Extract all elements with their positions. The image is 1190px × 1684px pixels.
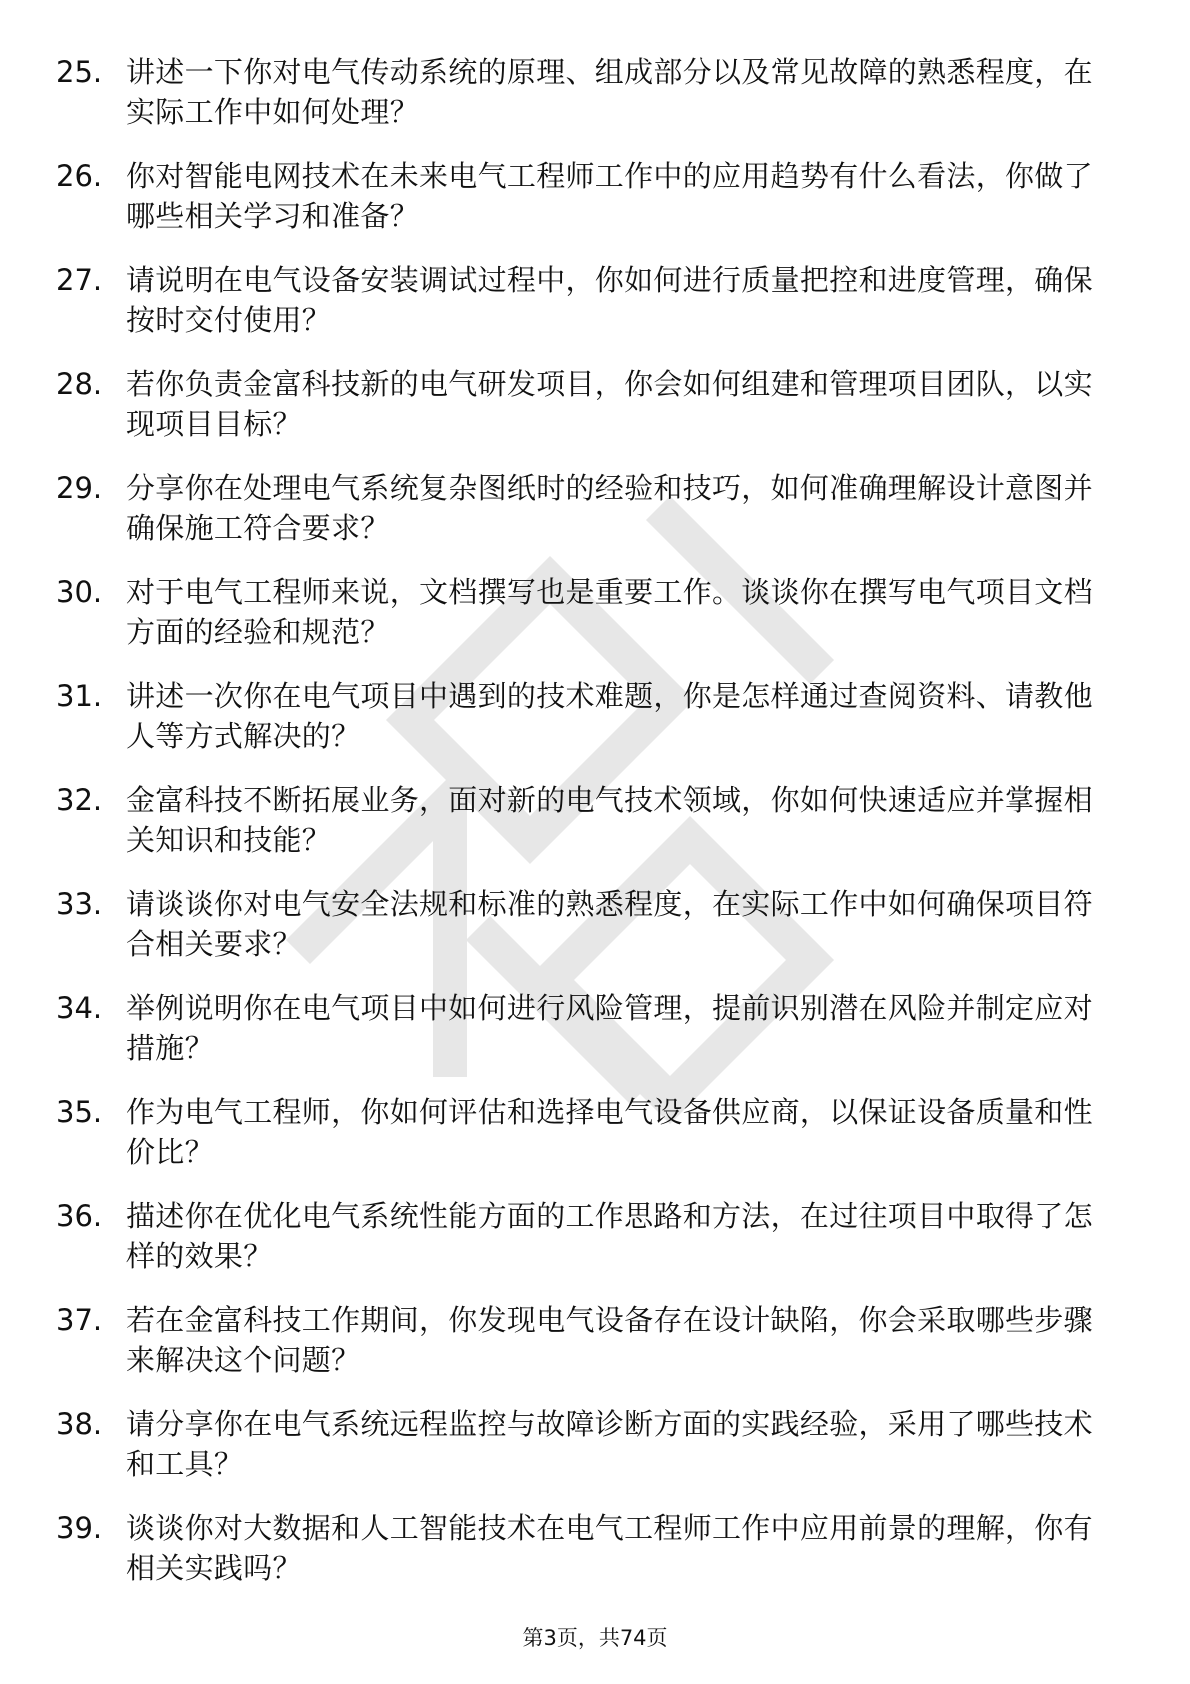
question-number: 36. (56, 1199, 103, 1233)
question-number: 34. (56, 991, 103, 1025)
question-item (0, 1404, 1190, 1508)
question-item (0, 884, 1190, 988)
question-list (0, 52, 1190, 1612)
question-text: 若在金富科技工作期间，你发现电气设备存在设计缺陷，你会采取哪些步骤来解决这个问题？ (126, 1303, 1093, 1377)
question-number: 35. (56, 1095, 103, 1129)
question-number: 25. (56, 55, 103, 89)
question-number: 39. (56, 1511, 103, 1545)
question-number: 37. (56, 1303, 103, 1337)
question-item (0, 52, 1190, 156)
question-text: 金富科技不断拓展业务，面对新的电气技术领域，你如何快速适应并掌握相关知识和技能？ (126, 783, 1093, 857)
question-item (0, 260, 1190, 364)
question-number: 26. (56, 159, 103, 193)
question-number: 27. (56, 263, 103, 297)
question-item (0, 1300, 1190, 1404)
question-item (0, 676, 1190, 780)
question-text: 请谈谈你对电气安全法规和标准的熟悉程度，在实际工作中如何确保项目符合相关要求？ (126, 887, 1093, 961)
question-number: 29. (56, 471, 103, 505)
question-number: 30. (56, 575, 103, 609)
question-number: 31. (56, 679, 103, 713)
question-text: 分享你在处理电气系统复杂图纸时的经验和技巧，如何准确理解设计意图并确保施工符合要求？ (126, 471, 1093, 545)
question-text: 请说明在电气设备安装调试过程中，你如何进行质量把控和进度管理，确保按时交付使用？ (126, 263, 1093, 337)
question-text: 举例说明你在电气项目中如何进行风险管理，提前识别潜在风险并制定应对措施？ (126, 991, 1093, 1065)
question-text: 作为电气工程师，你如何评估和选择电气设备供应商，以保证设备质量和性价比？ (126, 1095, 1093, 1169)
question-item (0, 1092, 1190, 1196)
question-number: 38. (56, 1407, 103, 1441)
question-text: 对于电气工程师来说，文档撰写也是重要工作。谈谈你在撰写电气项目文档方面的经验和规范？ (126, 575, 1093, 649)
question-text: 谈谈你对大数据和人工智能技术在电气工程师工作中应用前景的理解，你有相关实践吗？ (126, 1511, 1093, 1585)
question-number: 32. (56, 783, 103, 817)
question-item (0, 1196, 1190, 1300)
question-item (0, 468, 1190, 572)
question-text: 讲述一下你对电气传动系统的原理、组成部分以及常见故障的熟悉程度，在实际工作中如何处理？ (126, 55, 1093, 129)
question-item (0, 780, 1190, 884)
question-text: 讲述一次你在电气项目中遇到的技术难题，你是怎样通过查阅资料、请教他人等方式解决的？ (126, 679, 1093, 753)
question-item (0, 1508, 1190, 1612)
question-item (0, 572, 1190, 676)
question-item (0, 364, 1190, 468)
question-text: 你对智能电网技术在未来电气工程师工作中的应用趋势有什么看法，你做了哪些相关学习和准备？ (126, 159, 1093, 233)
question-text: 若你负责金富科技新的电气研发项目，你会如何组建和管理项目团队，以实现项目目标？ (126, 367, 1093, 441)
question-item (0, 156, 1190, 260)
page-footer: 第3页，共74页 (522, 1626, 668, 1650)
question-number: 28. (56, 367, 103, 401)
question-number: 33. (56, 887, 103, 921)
question-text: 请分享你在电气系统远程监控与故障诊断方面的实践经验，采用了哪些技术和工具？ (126, 1407, 1093, 1481)
question-item (0, 988, 1190, 1092)
question-text: 描述你在优化电气系统性能方面的工作思路和方法，在过往项目中取得了怎样的效果？ (126, 1199, 1093, 1273)
